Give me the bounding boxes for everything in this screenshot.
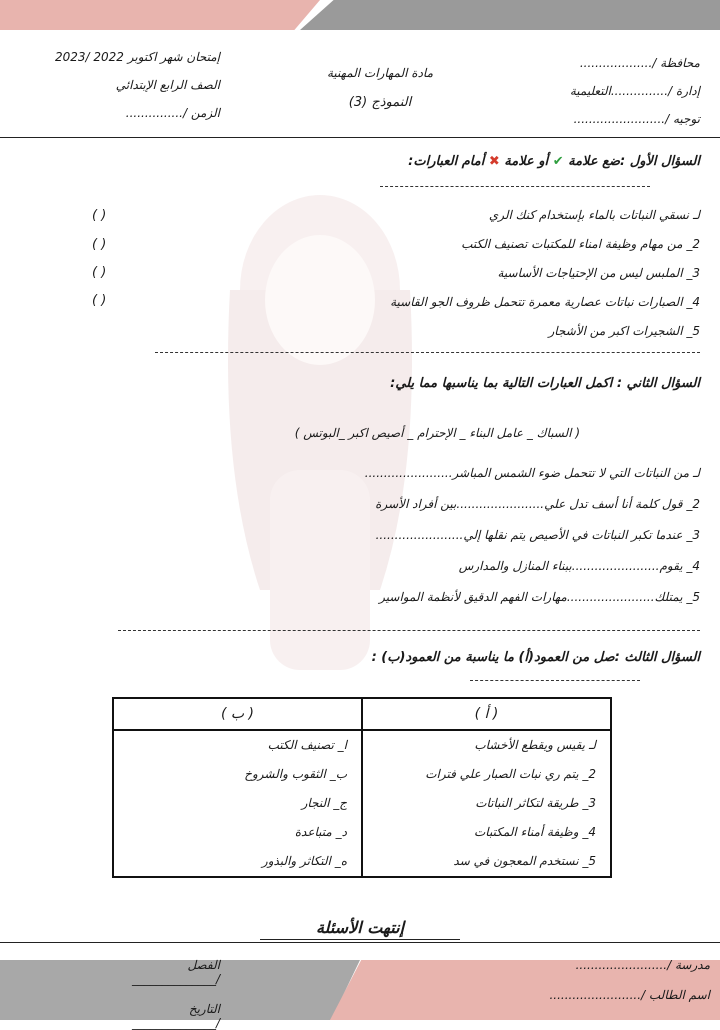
header-left: [20, 50, 220, 120]
q2-list: [250, 466, 700, 621]
header-center: [300, 66, 460, 110]
answer-paren[interactable]: ( ): [92, 265, 107, 280]
q1-title-part3: أمام العبارات:: [408, 154, 485, 169]
table-row: ه_ التكاثر والبذور: [261, 854, 347, 868]
q1-title: [360, 154, 700, 169]
table-row: ج_ النجار: [301, 796, 347, 810]
subject-title: مادة المهارات المهنية: [326, 66, 434, 80]
answer-paren[interactable]: ( ): [92, 237, 107, 252]
governorate-field: محافظة /...................: [579, 56, 700, 70]
table-row: ا_ تصنيف الكتب: [267, 738, 347, 752]
list-item: 5_ يمتلك.......................مهارات الفهم الدقيق لأنظمة المواسير: [379, 590, 700, 604]
list-item: 3_ عندما تكبر النباتات في الأصيص يتم نقلها إلي.......................: [375, 528, 700, 542]
header-right: [540, 56, 700, 126]
list-item: 4_ يقوم.......................ببناء المنازل والمدارس: [458, 559, 700, 573]
header-divider: [0, 137, 720, 138]
answer-paren[interactable]: ( ): [92, 293, 107, 308]
q1-underline: [380, 186, 650, 187]
q1-list: [240, 208, 700, 353]
list-item: 5_ الشجيرات اكبر من الأشجار: [548, 324, 700, 338]
footer-divider: [0, 942, 720, 943]
guidance-field: توجيه /........................: [573, 112, 700, 126]
q3-underline: [470, 680, 640, 681]
column-b: [113, 698, 362, 877]
list-item: 3_ الملبس ليس من الإحتياجات الأساسية: [497, 266, 700, 280]
answer-paren[interactable]: ( ): [92, 208, 107, 223]
q2-title: السؤال الثاني : اكمل العبارات التالية بما يناسبها مما يلي:: [390, 376, 700, 391]
model-number: النموذج (3): [348, 95, 412, 110]
school-field: مدرسة /........................: [575, 958, 710, 972]
student-name-field: اسم الطالب /........................: [549, 988, 710, 1002]
footer-right: [470, 958, 710, 1002]
q1-title-part1: السؤال الأول :ضع علامة: [568, 154, 700, 169]
table-row: لـ يقيس ويقطع الأخشاب: [474, 738, 596, 752]
table-row: 4_ وظيفة أمناء المكتبات: [474, 825, 596, 839]
list-item: 4_ الصبارات نباتات عصارية معمرة تتحمل ظروف الجو القاسية: [390, 295, 700, 309]
time-field: الزمن /...............: [125, 106, 220, 120]
administration-field: إدارة /...............التعليمية: [569, 84, 700, 98]
section-divider: [118, 630, 700, 631]
list-item: 2_ من مهام وظيفة امناء للمكتبات تصنيف الكتب: [461, 237, 700, 251]
top-pink-band: [0, 0, 320, 30]
table-row: 5_ نستخدم المعجون في سد: [453, 854, 596, 868]
q1-title-part2: أو علامة: [504, 154, 549, 169]
end-of-questions: إنتهت الأسئلة: [260, 918, 460, 940]
list-item: لـ من النباتات التي لا تتحمل ضوء الشمس المباشر.......................: [364, 466, 700, 480]
check-mark-icon: ✔: [552, 154, 564, 169]
top-grey-band: [300, 0, 720, 30]
matching-table: [112, 697, 612, 878]
date-field: التاريخ /______________: [131, 1002, 220, 1030]
table-row: د_ متباعدة: [294, 825, 347, 839]
section-divider: [155, 352, 700, 353]
word-bank: ( السباك _ عامل البناء _ الإحترام _ أصيص اكبر _البوتس ): [294, 426, 580, 440]
table-row: ب_ الثقوب والشروخ: [244, 767, 347, 781]
class-field: الفصل /______________: [131, 958, 220, 986]
cross-mark-icon: ✖: [488, 154, 500, 169]
table-row: 3_ طريقة لتكاثر النباتات: [475, 796, 596, 810]
footer-left: [110, 958, 220, 1030]
column-b-header: ( ب ): [114, 699, 361, 731]
column-a-header: ( أ ): [363, 699, 610, 731]
grade-label: الصف الرابع الإبتدائي: [115, 78, 220, 92]
list-item: 2_ قول كلمة أنا أسف تدل علي.......................بين أفراد الأسرة: [375, 497, 700, 511]
exam-title: إمتحان شهر اكتوبر 2022 /2023: [54, 50, 220, 64]
column-a: [362, 698, 611, 877]
table-row: 2_ يتم ري نبات الصبار علي فترات: [425, 767, 596, 781]
list-item: لـ نسقي النباتات بالماء بإستخدام كنك الري: [488, 208, 700, 222]
q3-title: السؤال الثالث :صل من العمود(أ) ما يناسبة من العمود(ب) :: [371, 650, 700, 665]
